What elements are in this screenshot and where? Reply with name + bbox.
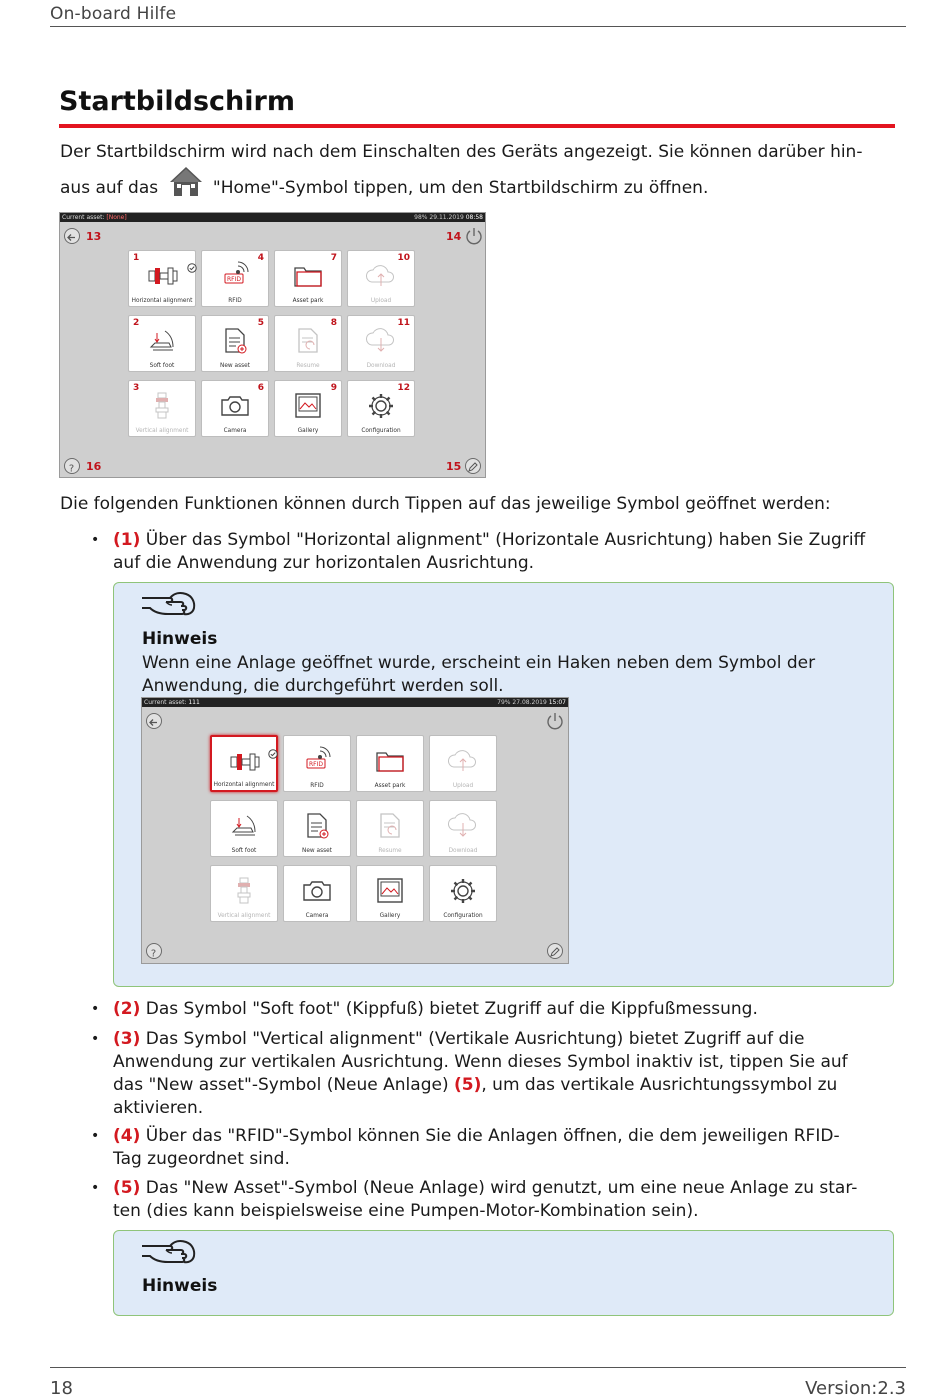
intro-line-2-before: aus auf das xyxy=(60,178,159,198)
tile-label: Download xyxy=(366,363,396,369)
tile-horizontal-alignment[interactable] xyxy=(210,735,278,792)
item-text-cont: auf die Anwendung zur horizontalen Ausrichtung. xyxy=(113,553,535,573)
tile-label: Gallery xyxy=(297,428,319,434)
section-title: Startbildschirm xyxy=(59,86,295,117)
help-icon[interactable] xyxy=(146,943,162,959)
version-label: Version:2.3 xyxy=(805,1378,906,1398)
tile-label: New asset xyxy=(220,363,250,369)
callout-edit: 15 xyxy=(446,460,462,473)
tile-label: Upload xyxy=(370,298,392,304)
tile-label: Vertical alignment xyxy=(135,428,189,434)
pointing-hand-icon xyxy=(140,1237,198,1267)
svg-text:RFID: RFID xyxy=(308,761,324,768)
tile-vertical-alignment[interactable] xyxy=(128,380,196,437)
item-number: (5) xyxy=(113,1178,141,1198)
tile-callout-number: 1 xyxy=(133,253,140,263)
tile-label: Configuration xyxy=(443,913,483,919)
power-icon[interactable] xyxy=(464,226,480,242)
home-screen-screenshot-with-checkmark xyxy=(141,697,569,964)
tile-download[interactable] xyxy=(429,800,497,857)
svg-text:?: ? xyxy=(68,463,75,474)
tile-label: Upload xyxy=(452,783,474,789)
note-body xyxy=(142,652,882,698)
tile-label: Asset park xyxy=(374,783,406,789)
tile-label: Vertical alignment xyxy=(217,913,271,919)
note-heading: Hinweis xyxy=(142,629,218,649)
tile-label: Asset park xyxy=(292,298,324,304)
back-arrow-icon[interactable] xyxy=(64,228,80,244)
item-text: Das "New Asset"-Symbol (Neue Anlage) wird genutzt, um eine neue Anlage zu star- xyxy=(145,1178,858,1198)
status-time: 15:07 xyxy=(548,699,566,706)
tile-callout-number: 3 xyxy=(133,383,140,393)
list-item xyxy=(113,529,898,575)
tile-callout-number: 2 xyxy=(133,318,140,328)
status-bar xyxy=(142,698,568,707)
item-ref-number: (5) xyxy=(454,1075,482,1095)
tile-callout-number: 12 xyxy=(397,383,410,393)
item-text: Über das "RFID"-Symbol können Sie die Anlagen öffnen, die dem jeweiligen RFID- xyxy=(145,1126,840,1146)
intro-line-2-after: "Home"-Symbol tippen, um den Startbildschirm zu öffnen. xyxy=(212,178,709,198)
current-asset-label: Current asset: xyxy=(62,214,105,221)
tile-label: Horizontal alignment xyxy=(131,298,193,304)
item-number: (3) xyxy=(113,1029,141,1049)
item-text-cont: ten (dies kann beispielsweise eine Pumpen-Motor-Kombination sein). xyxy=(113,1201,699,1221)
status-bar xyxy=(60,213,485,222)
tile-upload[interactable] xyxy=(429,735,497,792)
tile-callout-number: 5 xyxy=(257,318,264,328)
item-text-cont: Anwendung zur vertikalen Ausrichtung. Wenn dieses Symbol inaktiv ist, tippen Sie auf xyxy=(113,1052,848,1072)
help-icon[interactable] xyxy=(64,458,80,474)
note-box xyxy=(113,1230,894,1316)
tile-resume[interactable] xyxy=(274,315,342,372)
battery-level: 98% xyxy=(414,214,428,221)
callout-power: 14 xyxy=(446,230,462,243)
tile-asset-park[interactable] xyxy=(274,250,342,307)
intro-line-2 xyxy=(60,165,708,205)
tile-callout-number: 9 xyxy=(330,383,337,393)
intro-line-1: Der Startbildschirm wird nach dem Einschalten des Geräts angezeigt. Sie können darüber hin- xyxy=(60,142,863,162)
tile-label: Soft foot xyxy=(231,848,257,854)
functions-intro: Die folgenden Funktionen können durch Tippen auf das jeweilige Symbol geöffnet werden: xyxy=(60,494,831,514)
tile-gallery[interactable] xyxy=(274,380,342,437)
tile-callout-number: 4 xyxy=(257,253,264,263)
tile-soft-foot[interactable] xyxy=(128,315,196,372)
list-item xyxy=(113,1125,898,1171)
tile-callout-number: 11 xyxy=(397,318,410,328)
tile-rfid[interactable] xyxy=(201,250,269,307)
note-line-2: Anwendung, die durchgeführt werden soll. xyxy=(142,676,504,696)
tile-label: RFID xyxy=(310,783,324,789)
tile-callout-number: 10 xyxy=(397,253,410,263)
title-underline xyxy=(59,124,895,128)
home-icon xyxy=(168,165,204,199)
tile-download[interactable] xyxy=(347,315,415,372)
current-asset-value: 111 xyxy=(188,699,200,706)
item-number: (4) xyxy=(113,1126,141,1146)
pointing-hand-icon xyxy=(140,589,198,619)
item-number: (1) xyxy=(113,530,141,550)
item-text-cont: aktivieren. xyxy=(113,1098,204,1118)
tile-label: Camera xyxy=(305,913,329,919)
tile-label: New asset xyxy=(302,848,332,854)
tile-label: Resume xyxy=(378,848,402,854)
tile-label: Resume xyxy=(296,363,320,369)
tile-upload[interactable] xyxy=(347,250,415,307)
tile-horizontal-alignment[interactable] xyxy=(128,250,196,307)
item-text: Das Symbol "Vertical alignment" (Vertikale Ausrichtung) bietet Zugriff auf die xyxy=(145,1029,805,1049)
tile-camera[interactable] xyxy=(201,380,269,437)
item-text-cont: , um das vertikale Ausrichtungssymbol zu xyxy=(481,1075,838,1095)
tile-vertical-alignment[interactable] xyxy=(210,865,278,922)
item-number: (2) xyxy=(113,999,141,1019)
note-box xyxy=(113,582,894,987)
footer-divider xyxy=(50,1367,906,1368)
tile-resume[interactable] xyxy=(356,800,424,857)
running-header: On-board Hilfe xyxy=(50,4,177,24)
list-item xyxy=(113,998,898,1021)
svg-text:?: ? xyxy=(150,948,157,959)
list-item xyxy=(113,1177,898,1223)
tile-callout-number: 8 xyxy=(330,318,337,328)
header-divider xyxy=(50,26,906,27)
tile-label: RFID xyxy=(228,298,242,304)
status-date: 27.08.2019 xyxy=(512,699,547,706)
item-text: Das Symbol "Soft foot" (Kippfuß) bietet Zugriff auf die Kippfußmessung. xyxy=(145,999,758,1019)
item-text-cont: Tag zugeordnet sind. xyxy=(113,1149,290,1169)
status-date: 29.11.2019 xyxy=(429,214,464,221)
tile-label: Horizontal alignment xyxy=(213,782,275,788)
tile-camera[interactable] xyxy=(283,865,351,922)
tile-label: Configuration xyxy=(361,428,401,434)
pencil-icon[interactable] xyxy=(547,943,563,959)
tile-gallery[interactable] xyxy=(356,865,424,922)
status-time: 08:58 xyxy=(465,214,483,221)
callout-help: 16 xyxy=(86,460,102,473)
back-arrow-icon[interactable] xyxy=(146,713,162,729)
battery-level: 79% xyxy=(497,699,511,706)
tile-label: Soft foot xyxy=(149,363,175,369)
tile-callout-number: 6 xyxy=(257,383,264,393)
home-screen-screenshot xyxy=(59,212,486,478)
tile-configuration[interactable] xyxy=(347,380,415,437)
tile-label: Download xyxy=(448,848,478,854)
current-asset-value: [None] xyxy=(106,214,127,221)
tile-soft-foot[interactable] xyxy=(210,800,278,857)
current-asset-label: Current asset: xyxy=(144,699,187,706)
power-icon[interactable] xyxy=(545,711,561,727)
tile-configuration[interactable] xyxy=(429,865,497,922)
tile-new-asset[interactable] xyxy=(283,800,351,857)
note-heading: Hinweis xyxy=(142,1276,218,1296)
tile-asset-park[interactable] xyxy=(356,735,424,792)
list-item xyxy=(113,1028,898,1120)
status-right xyxy=(414,213,483,222)
item-text: Über das Symbol "Horizontal alignment" (Horizontale Ausrichtung) haben Sie Zugriff xyxy=(145,530,866,550)
pencil-icon[interactable] xyxy=(465,458,481,474)
tile-callout-number: 7 xyxy=(330,253,337,263)
callout-back: 13 xyxy=(86,230,102,243)
item-text-cont: das "New asset"-Symbol (Neue Anlage) xyxy=(113,1075,449,1095)
svg-text:RFID: RFID xyxy=(226,276,242,283)
tile-label: Gallery xyxy=(379,913,401,919)
tile-new-asset[interactable] xyxy=(201,315,269,372)
tile-rfid[interactable] xyxy=(283,735,351,792)
status-right xyxy=(497,698,566,707)
page-number: 18 xyxy=(50,1378,73,1398)
note-line-1: Wenn eine Anlage geöffnet wurde, erscheint ein Haken neben dem Symbol der xyxy=(142,653,816,673)
tile-label: Camera xyxy=(223,428,247,434)
